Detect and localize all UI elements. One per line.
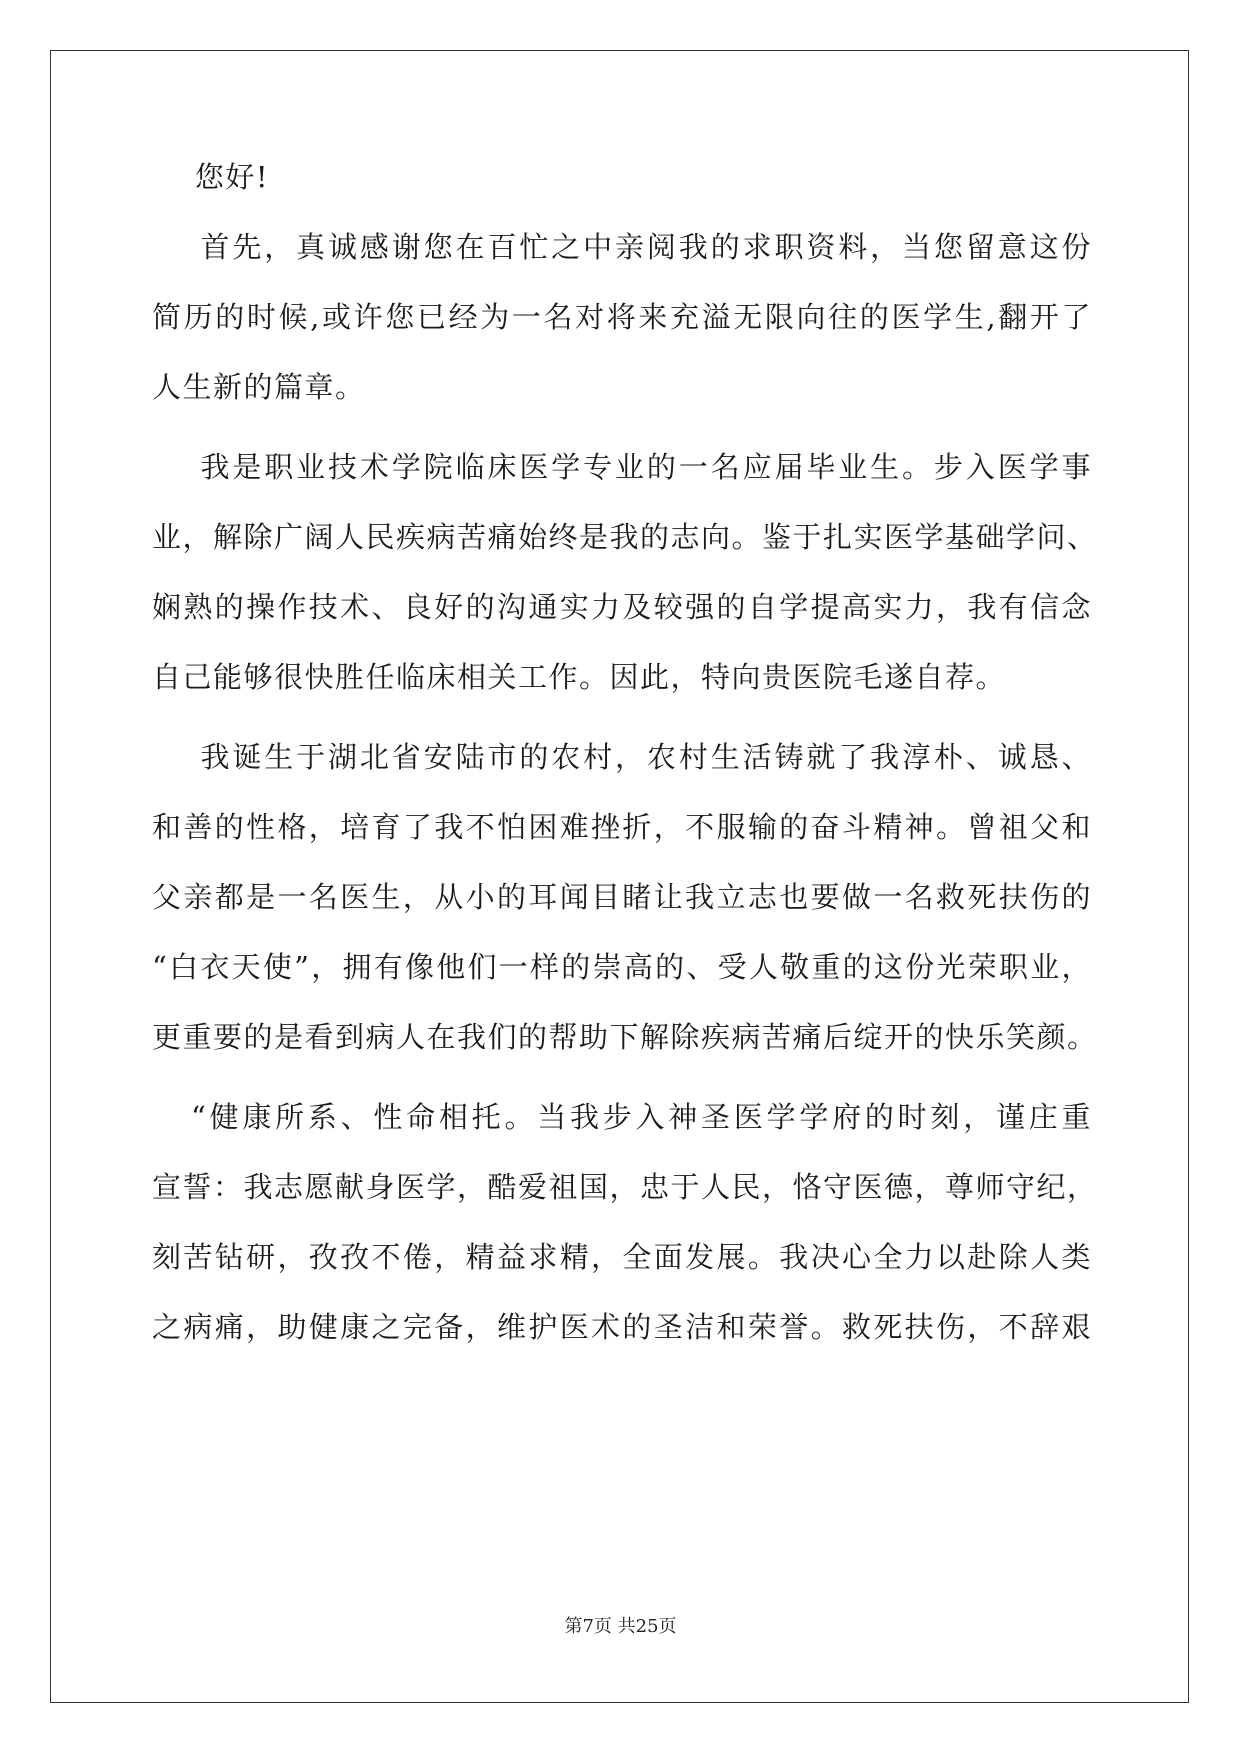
text-line: 首先，真诚感谢您在百忙之中亲阅我的求职资料，当您留意这份 [152, 230, 1092, 264]
text-line: “白衣天使”，拥有像他们一样的崇高的、受人敬重的这份光荣职业， [152, 950, 1092, 984]
text-line: 娴熟的操作技术、良好的沟通实力及较强的自学提高实力，我有信念 [152, 590, 1092, 624]
text-line: 您好! [152, 160, 270, 194]
text-line: 之病痛，助健康之完备，维护医术的圣洁和荣誉。救死扶伤，不辞艰 [152, 1310, 1092, 1344]
text-line: 宣誓：我志愿献身医学，酷爱祖国，忠于人民，恪守医德，尊师守纪， [152, 1170, 1098, 1204]
text-line: 简历的时候,或许您已经为一名对将来充溢无限向往的医学生,翻开了 [152, 300, 1092, 334]
text-line: 业，解除广阔人民疾病苦痛始终是我的志向。鉴于扎实医学基础学问、 [152, 520, 1098, 554]
text-line: 人生新的篇章。 [152, 370, 366, 404]
text-line: 父亲都是一名医生，从小的耳闻目睹让我立志也要做一名救死扶伤的 [152, 880, 1092, 914]
text-line: 更重要的是看到病人在我们的帮助下解除疾病苦痛后绽开的快乐笑颜。 [152, 1020, 1098, 1054]
text-line: 我诞生于湖北省安陆市的农村，农村生活铸就了我淳朴、诚恳、 [152, 740, 1092, 774]
text-line: 刻苦钻研，孜孜不倦，精益求精，全面发展。我决心全力以赴除人类 [152, 1240, 1092, 1274]
text-line: 自己能够很快胜任临床相关工作。因此，特向贵医院毛遂自荐。 [152, 660, 1007, 694]
page-border [50, 50, 1189, 1703]
page-number-footer: 第7页 共25页 [564, 1616, 677, 1637]
text-line: 和善的性格，培育了我不怕困难挫折，不服输的奋斗精神。曾祖父和 [152, 810, 1092, 844]
text-line: “健康所系、性命相托。当我步入神圣医学学府的时刻，谨庄重 [152, 1100, 1092, 1134]
text-line: 我是职业技术学院临床医学专业的一名应届毕业生。步入医学事 [152, 450, 1092, 484]
